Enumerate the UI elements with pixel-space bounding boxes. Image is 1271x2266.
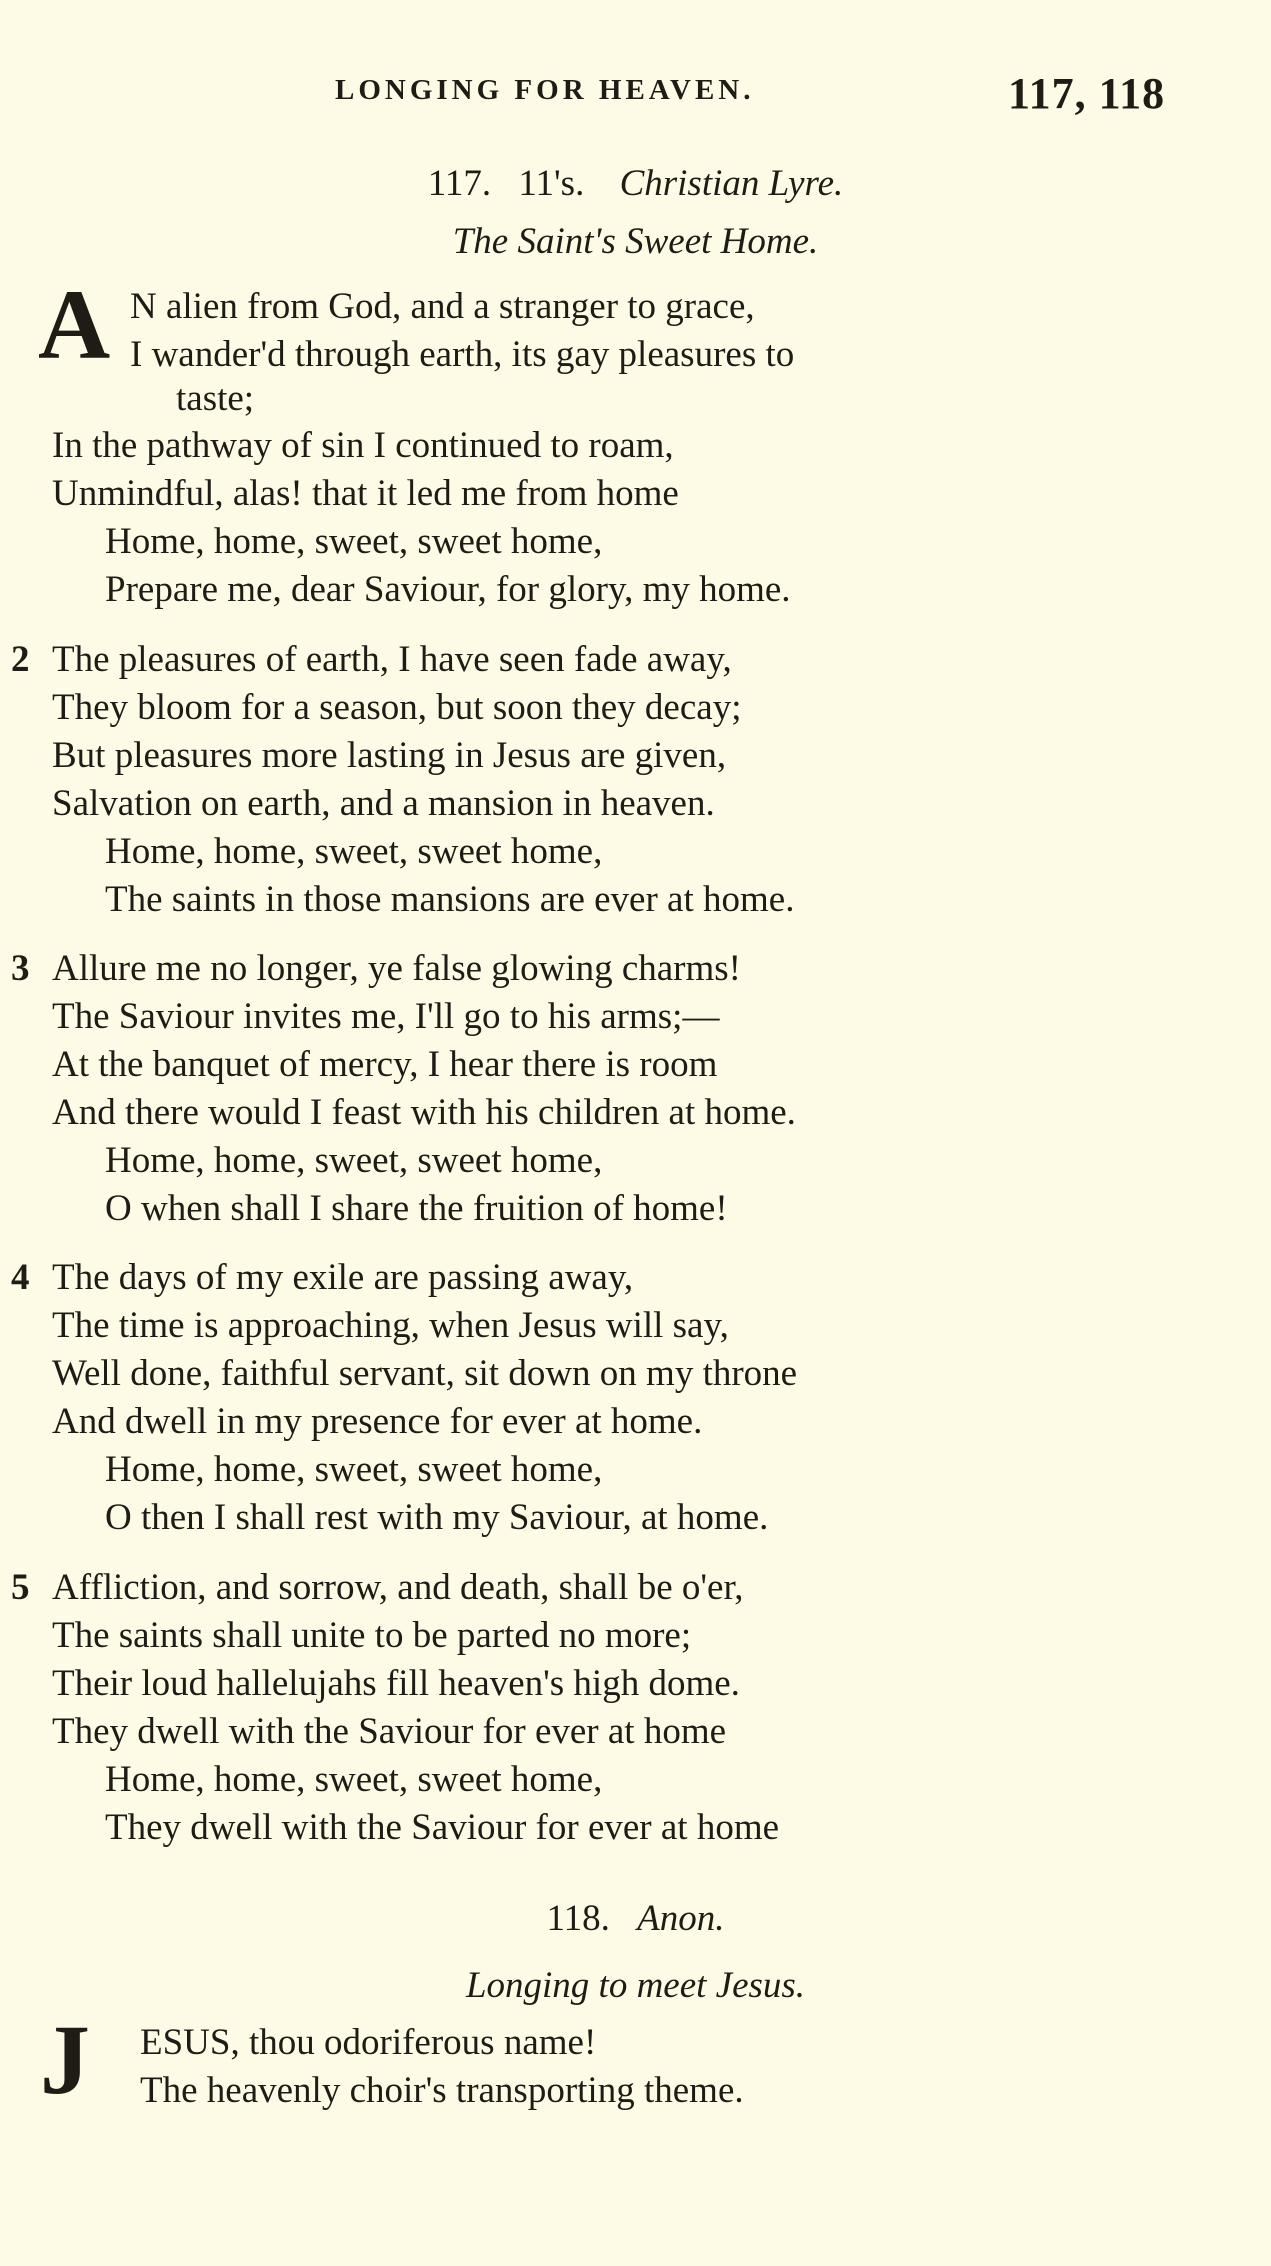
stanza-number: 3 [11,948,30,989]
verse-line: I wander'd through earth, its gay pleasures to [130,334,795,375]
verse-line: And there would I feast with his children at home. [52,1092,796,1133]
verse-line: But pleasures more lasting in Jesus are given, [52,735,727,776]
verse-line: Salvation on earth, and a mansion in heaven. [52,783,715,824]
verse-line: Affliction, and sorrow, and death, shall be o'er, [52,1567,744,1608]
verse-line: The pleasures of earth, I have seen fade away, [52,639,732,680]
verse-line: The saints shall unite to be parted no more; [52,1615,692,1656]
running-title: LONGING FOR HEAVEN. [335,74,755,106]
verse-line: Unmindful, alas! that it led me from home [52,473,679,514]
verse-line: The saints in those mansions are ever at home. [105,879,795,920]
verse-line: At the banquet of mercy, I hear there is room [52,1044,718,1085]
verse-line: Home, home, sweet, sweet home, [105,1449,603,1490]
verse-line: Prepare me, dear Saviour, for glory, my home. [105,569,791,610]
verse-line: They dwell with the Saviour for ever at home [105,1807,780,1848]
verse-line: O when shall I share the fruition of home! [105,1188,728,1229]
verse-line: The days of my exile are passing away, [52,1257,634,1298]
verse-line: Home, home, sweet, sweet home, [105,1759,603,1800]
verse-line: They bloom for a season, but soon they decay; [52,687,742,728]
page-numbers: 117, 118 [1008,69,1166,118]
stanza-number: 2 [11,639,30,680]
hymn-number: 117. [427,163,492,204]
verse-line: Well done, faithful servant, sit down on my throne [52,1353,798,1394]
verse-line: They dwell with the Saviour for ever at home [52,1711,727,1752]
stanza-number: 4 [11,1257,30,1298]
running-head [0,68,1271,118]
hymn-number: 118. [546,1898,610,1939]
verse-line: O then I shall rest with my Saviour, at home. [105,1497,769,1538]
hymn-meter: 11's. [518,163,585,204]
verse-line: The heavenly choir's transporting theme. [140,2070,744,2111]
verse-line: Home, home, sweet, sweet home, [105,1140,603,1181]
verse-line: Allure me no longer, ye false glowing charms! [52,948,741,989]
verse-line: And dwell in my presence for ever at home. [52,1401,703,1442]
verse-line: In the pathway of sin I continued to roam, [52,425,674,466]
verse-line: Home, home, sweet, sweet home, [105,831,603,872]
drop-cap: A [38,269,111,380]
hymn-117-heading [0,162,1271,205]
verse-line: N alien from God, and a stranger to grace, [130,286,755,327]
verse-line: taste; [176,378,255,419]
stanza-number: 5 [11,1567,30,1608]
verse-line: The Saviour invites me, I'll go to his arms;— [52,996,720,1037]
hymn-118-heading [0,1897,1271,1940]
hymn-117-title: The Saint's Sweet Home. [452,221,819,262]
hymn-source: Christian Lyre. [619,163,844,204]
verse-line: ESUS, thou odoriferous name! [140,2022,597,2063]
verse-line: Their loud hallelujahs fill heaven's high dome. [52,1663,740,1704]
drop-cap: J [40,2004,90,2115]
hymn-118-title: Longing to meet Jesus. [465,1965,806,2006]
hymn-source: Anon. [637,1898,725,1939]
verse-line: Home, home, sweet, sweet home, [105,521,603,562]
verse-line: The time is approaching, when Jesus will say, [52,1305,729,1346]
